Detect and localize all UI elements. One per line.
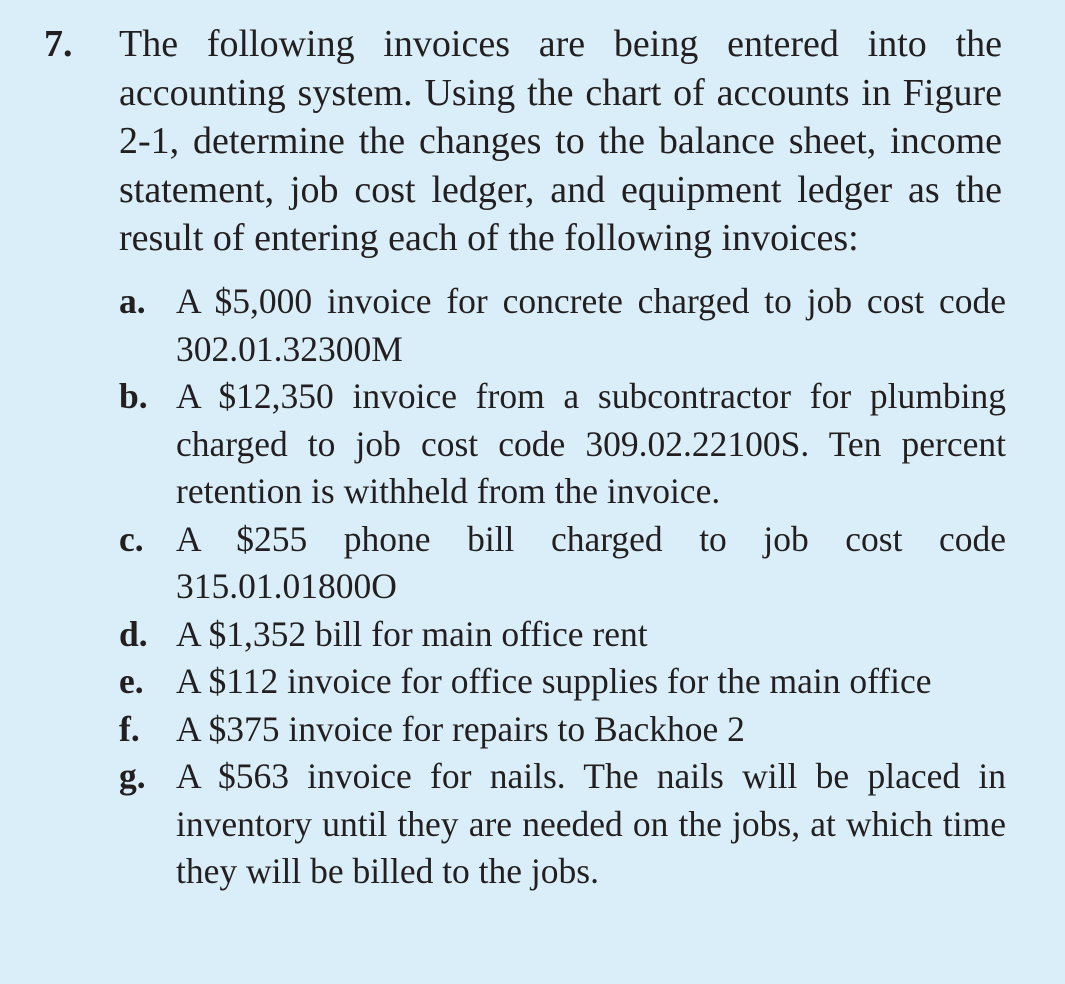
sub-question-letter: c.: [119, 518, 144, 559]
sub-question-text: A $375 invoice for repairs to Backhoe 2: [176, 708, 745, 749]
sub-question-text: A $563 invoice for nails. The nails will be placed in inventory until they are needed on the jobs, at which time they will be billed to the jobs.: [176, 756, 1006, 891]
sub-question-e: [119, 658, 1006, 706]
problem-number: 7.: [44, 23, 73, 65]
sub-question-letter: f.: [119, 708, 140, 749]
sub-question-c: [119, 516, 1006, 611]
problem-stem: The following invoices are being entered into the accounting system. Using the chart of accounts in Figure 2-1, determine the changes to the balance sheet, income statement, job cost ledger, and equipment ledger as the result of entering each of the following invoices:: [119, 23, 1002, 259]
sub-question-letter: g.: [119, 756, 146, 796]
sub-question-letter: a.: [119, 281, 146, 321]
sub-question-letter: d.: [119, 613, 148, 654]
sub-question-text: A $1,352 bill for main office rent: [176, 613, 648, 654]
sub-question-a: [119, 278, 1006, 373]
sub-question-text: A $112 invoice for office supplies for the main office: [176, 661, 932, 701]
sub-question-text: A $255 phone bill charged to job cost code 315.01.01800O: [176, 518, 1006, 606]
sub-question-letter: e.: [119, 661, 144, 701]
sub-question-text: A $5,000 invoice for concrete charged to job cost code 302.01.32300M: [176, 281, 1006, 369]
sub-question-b: [119, 373, 1006, 516]
sub-question-g: [119, 753, 1006, 896]
sub-question-d: [119, 611, 1006, 659]
sub-question-list: [119, 278, 1006, 896]
sub-question-letter: b.: [119, 376, 148, 416]
sub-question-text: A $12,350 invoice from a subcontractor for plumbing charged to job cost code 309.02.22100S. Ten percent retention is withheld from the invoice.: [176, 376, 1006, 511]
sub-question-f: [119, 706, 1006, 754]
